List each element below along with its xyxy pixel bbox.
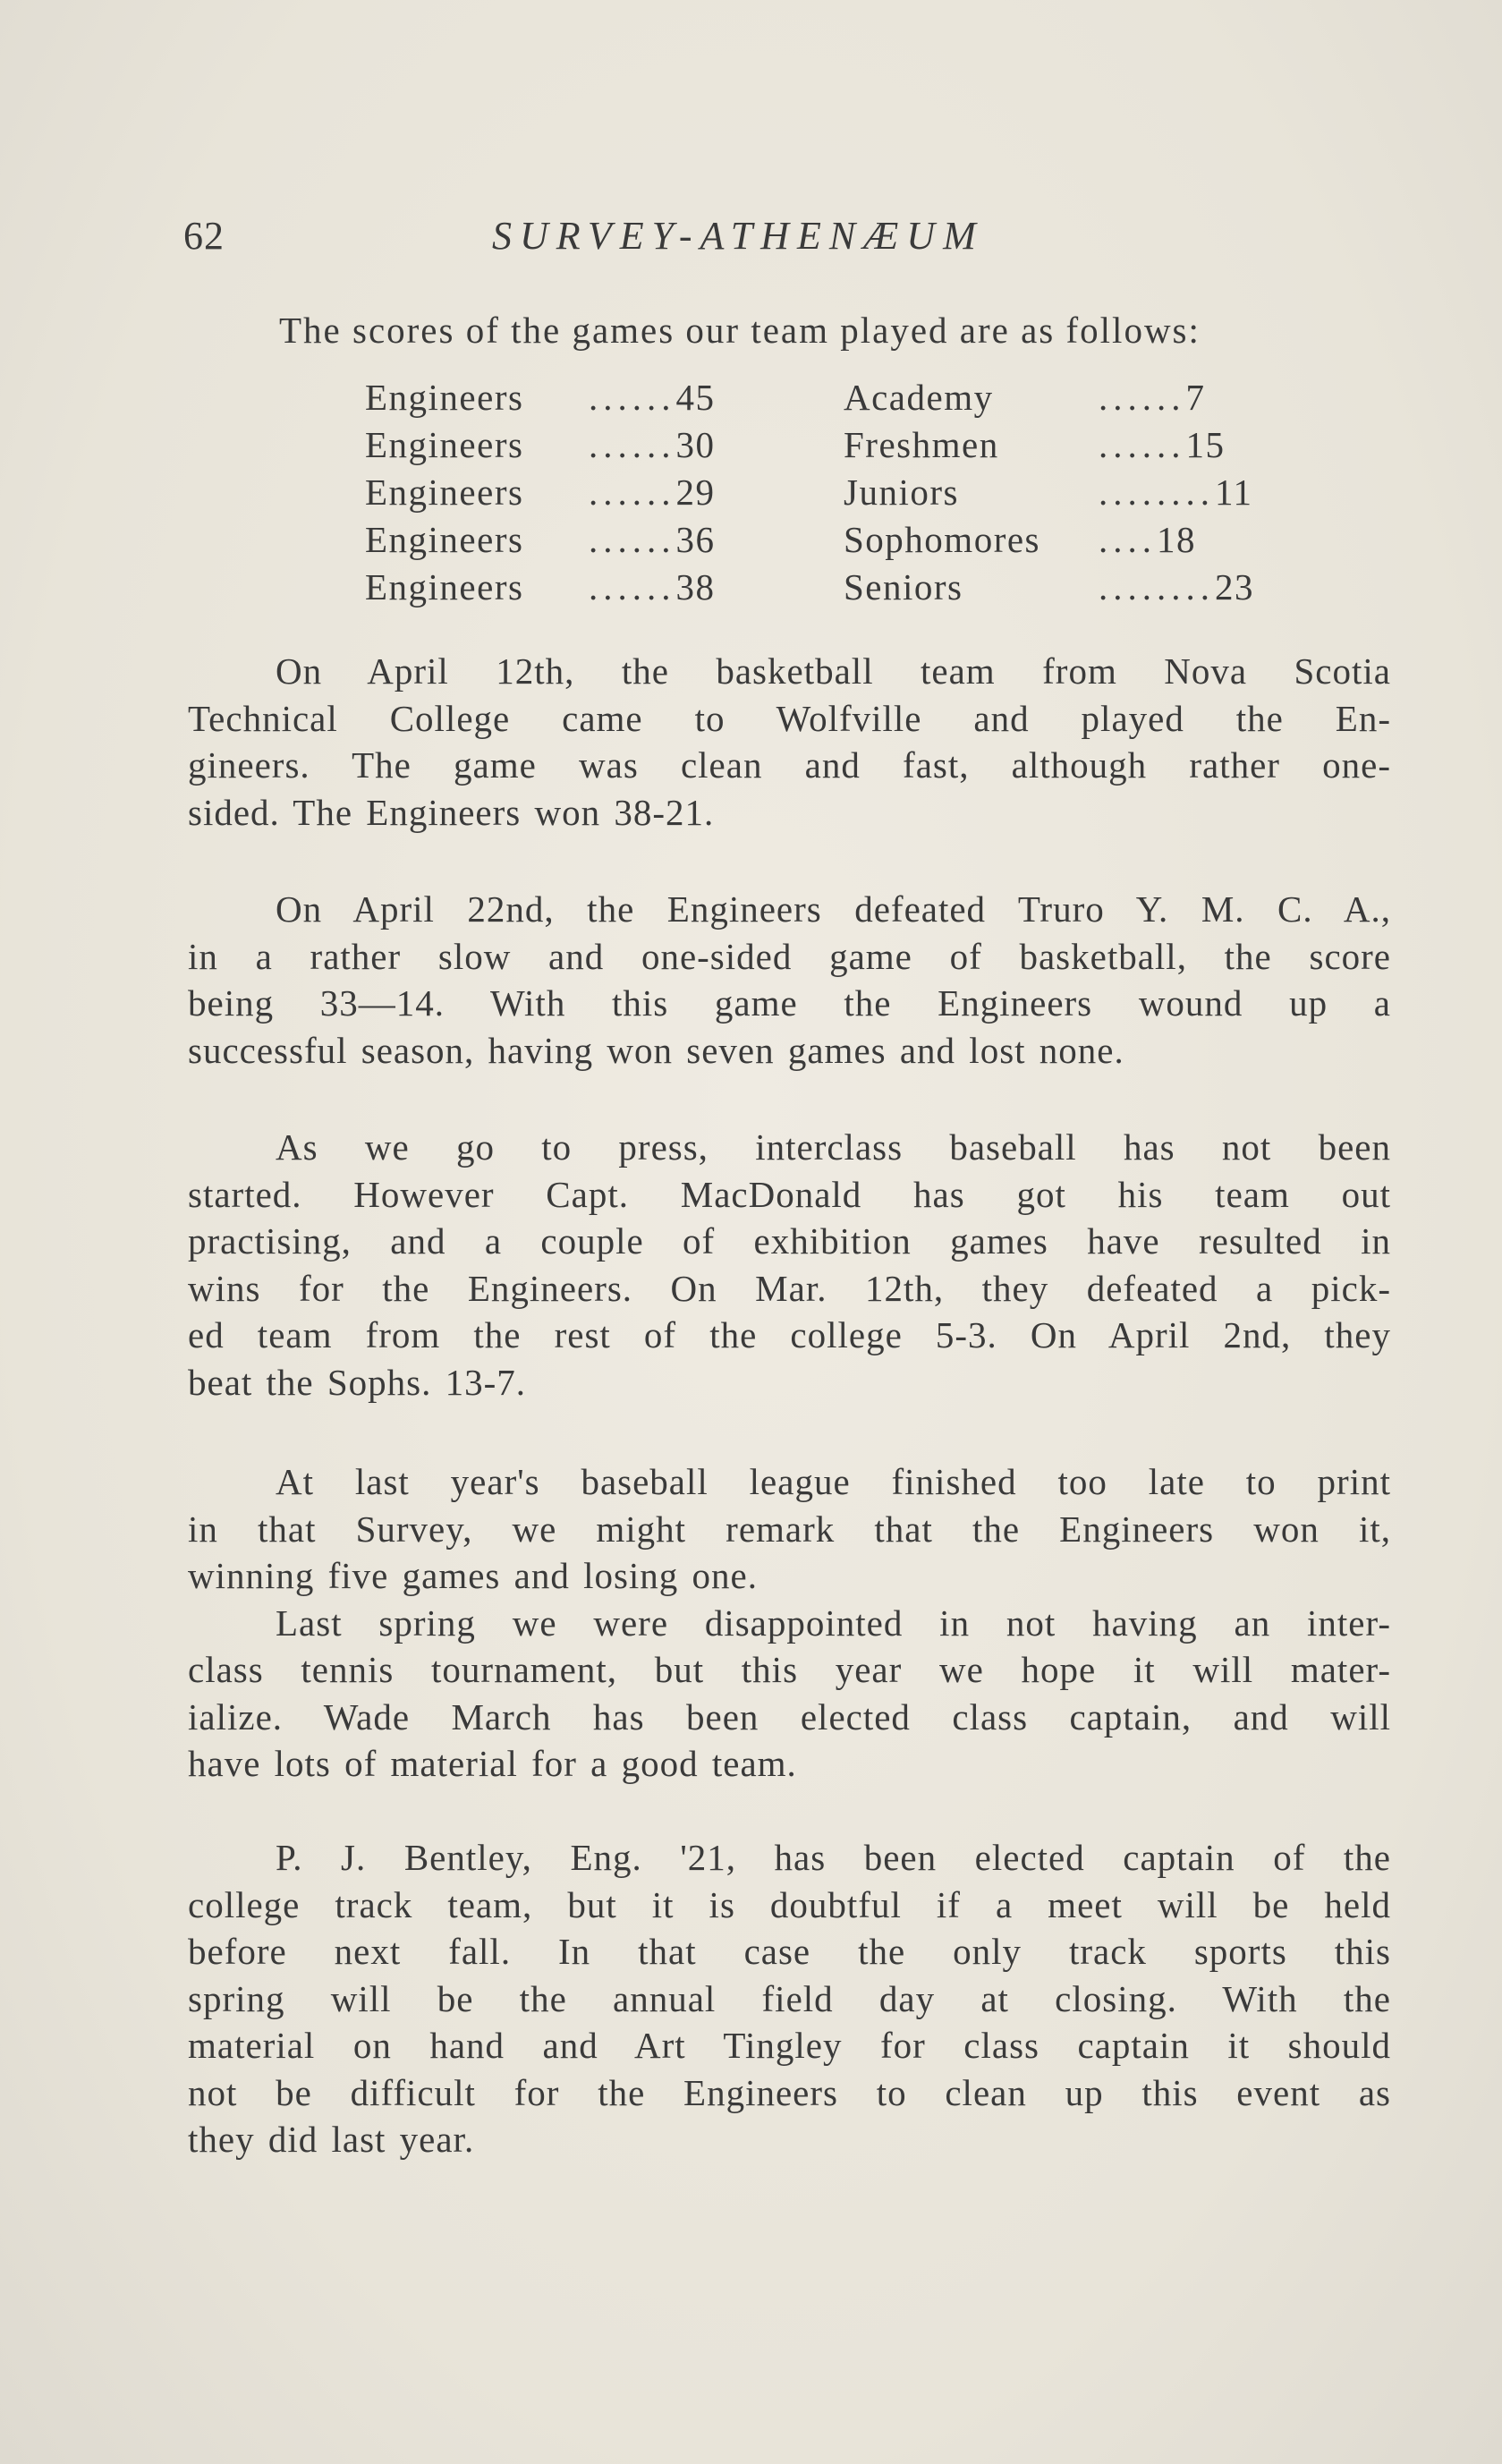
text-line: not be difficult for the Engineers to clean up this event as [188, 2071, 1391, 2113]
text-line: P. J. Bentley, Eng. '21, has been elected captain of the [276, 1837, 1391, 1878]
opponent-name: Seniors [844, 566, 963, 608]
opponent-name: Freshmen [844, 424, 999, 465]
text-line: wins for the Engineers. On Mar. 12th, they defeated a pick- [188, 1267, 1391, 1309]
page-header [183, 213, 1114, 267]
text-line: in that Survey, we might remark that the Engineers won it, [188, 1508, 1391, 1550]
text-line: class tennis tournament, but this year we hope it will mater- [188, 1649, 1391, 1690]
text-line: As we go to press, interclass baseball has not been [276, 1126, 1391, 1168]
opponent-score: 11 [1215, 472, 1253, 513]
score-row [365, 518, 1242, 565]
opponent-name: Sophomores [844, 519, 1040, 560]
leader-dots: ...... [1099, 424, 1186, 465]
leader-dots: ...... [589, 424, 676, 465]
team-score: 38 [675, 566, 716, 608]
text-line: spring will be the annual field day at closing. With the [188, 1977, 1391, 2019]
team-score: 45 [675, 377, 716, 418]
opponent-name: Juniors [844, 472, 959, 513]
team-name: Engineers [365, 424, 524, 465]
opponent-score: 7 [1185, 377, 1206, 418]
paragraph-basketball-truro [188, 886, 1391, 1074]
text-line: At last year's baseball league finished too late to print [276, 1461, 1391, 1502]
leader-dots: ...... [1099, 377, 1186, 418]
team-score: 29 [675, 472, 716, 513]
leader-dots: ...... [589, 377, 676, 418]
page-number: 62 [183, 214, 225, 258]
score-row [365, 565, 1254, 613]
text-line: before next fall. In that case the only track sports this [188, 1931, 1391, 1972]
text-line: in a rather slow and one-sided game of basketball, the score [188, 935, 1391, 977]
team-name: Engineers [365, 377, 524, 418]
text-line: successful season, having won seven games and lost none. [188, 1029, 1124, 1071]
running-title: SURVEY-ATHENÆUM [492, 214, 984, 258]
leader-dots: ........ [1099, 566, 1215, 608]
text-line: On April 12th, the basketball team from Nova Scotia [276, 650, 1391, 692]
text-line: ed team from the rest of the college 5-3. On April 2nd, they [188, 1314, 1391, 1355]
opponent-score: 18 [1157, 519, 1196, 560]
paragraph-track-team [188, 1834, 1391, 2163]
team-score: 36 [675, 519, 716, 560]
text-line: material on hand and Art Tingley for class captain it should [188, 2025, 1391, 2066]
team-name: Engineers [365, 472, 524, 513]
text-line: being 33—14. With this game the Engineers wound up a [188, 982, 1391, 1024]
text-line: they did last year. [188, 2119, 475, 2160]
leader-dots: ........ [1099, 472, 1215, 513]
score-row [365, 423, 1242, 471]
score-row [365, 376, 1242, 423]
paragraph-interclass-baseball [188, 1124, 1391, 1406]
team-name: Engineers [365, 519, 524, 560]
score-row [365, 471, 1253, 518]
text-line: gineers. The game was clean and fast, although rather one- [188, 744, 1391, 786]
paragraph-baseball-league-tennis [188, 1458, 1391, 1788]
text-line: college track team, but it is doubtful if a meet will be held [188, 1883, 1391, 1925]
scores-table [365, 376, 1254, 613]
text-line: On April 22nd, the Engineers defeated Truro Y. M. C. A., [276, 888, 1391, 930]
text-line: winning five games and losing one. [188, 1555, 759, 1596]
scores-intro: The scores of the games our team played are as follows: [279, 310, 1201, 351]
leader-dots: .... [1099, 519, 1157, 560]
text-line: beat the Sophs. 13-7. [188, 1361, 527, 1403]
leader-dots: ...... [589, 472, 676, 513]
text-line: have lots of material for a good team. [188, 1743, 797, 1784]
team-score: 30 [675, 424, 716, 465]
opponent-score: 15 [1185, 424, 1226, 465]
text-line: started. However Capt. MacDonald has got his team out [188, 1173, 1391, 1215]
opponent-name: Academy [844, 377, 994, 418]
opponent-score: 23 [1215, 566, 1254, 608]
paragraph-basketball-nova-scotia [188, 648, 1391, 836]
text-line: sided. The Engineers won 38-21. [188, 791, 715, 833]
team-name: Engineers [365, 566, 524, 608]
leader-dots: ...... [589, 566, 676, 608]
text-line: ialize. Wade March has been elected class captain, and will [188, 1695, 1391, 1738]
leader-dots: ...... [589, 519, 676, 560]
text-line: Technical College came to Wolfville and played the En- [188, 697, 1391, 739]
text-line: Last spring we were disappointed in not having an inter- [276, 1602, 1391, 1644]
text-line: practising, and a couple of exhibition games have resulted in [188, 1220, 1391, 1262]
